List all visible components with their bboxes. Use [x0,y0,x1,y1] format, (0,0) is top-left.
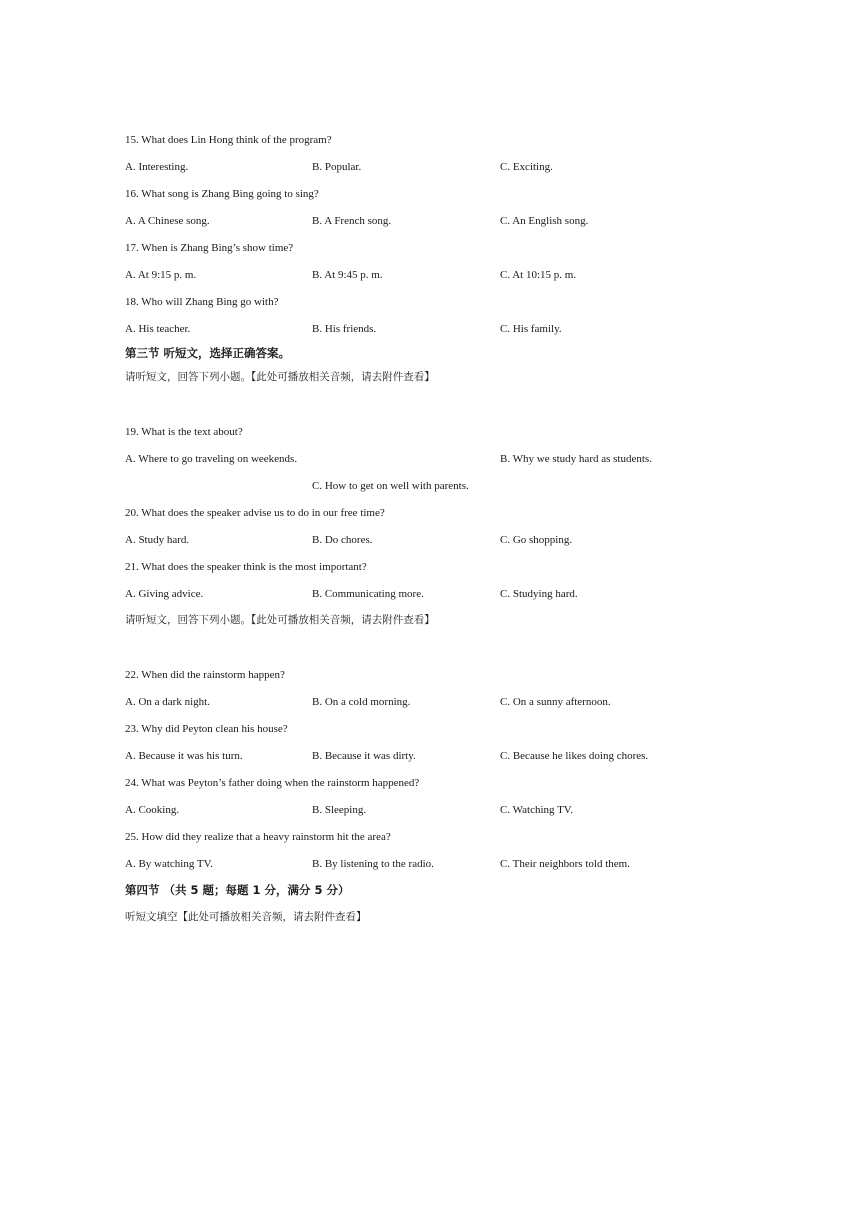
question-25: 25. How did they realize that a heavy rainstorm hit the area? [125,831,391,843]
question-20: 20. What does the speaker advise us to do in our free time? [125,507,385,519]
option-b: B. Do chores. [312,534,373,546]
options-16 [125,214,745,228]
option-a: A. His teacher. [125,323,191,335]
option-a: A. At 9:15 p. m. [125,269,197,281]
option-c: C. Their neighbors told them. [500,858,630,870]
option-a: A. Cooking. [125,804,180,816]
option-a: A. Because it was his turn. [125,750,243,762]
options-24 [125,803,745,817]
question-18: 18. Who will Zhang Bing go with? [125,296,279,308]
question-22: 22. When did the rainstorm happen? [125,669,285,681]
options-22 [125,695,745,709]
option-c: C. Go shopping. [500,534,573,546]
option-b: B. His friends. [312,323,377,335]
option-b: B. Because it was dirty. [312,750,416,762]
options-15 [125,160,745,174]
options-20 [125,533,745,547]
option-b: B. A French song. [312,215,392,227]
audio-note-2: 请听短文，回答下列小题。【此处可播放相关音频，请去附件查看】 [125,614,435,626]
option-a: A. Study hard. [125,534,190,546]
option-b: B. By listening to the radio. [312,858,434,870]
options-19-line2 [125,479,745,493]
option-c: C. Exciting. [500,161,553,173]
section-4-title: 第四节 （共 5 题；每题 1 分，满分 5 分） [125,883,350,897]
option-c: C. Watching TV. [500,804,574,816]
option-c: C. An English song. [500,215,589,227]
question-19: 19. What is the text about? [125,426,243,438]
question-15: 15. What does Lin Hong think of the program? [125,134,332,146]
option-b: B. At 9:45 p. m. [312,269,383,281]
option-a: A. By watching TV. [125,858,213,870]
option-a: A. Where to go traveling on weekends. [125,453,298,465]
option-a: A. Interesting. [125,161,189,173]
option-c: C. Studying hard. [500,588,578,600]
option-b: B. Why we study hard as students. [500,453,652,465]
option-c: C. How to get on well with parents. [312,480,469,492]
question-16: 16. What song is Zhang Bing going to sing? [125,188,319,200]
question-17: 17. When is Zhang Bing’s show time? [125,242,294,254]
option-b: B. Popular. [312,161,362,173]
options-18 [125,322,745,336]
options-25 [125,857,745,871]
options-19 [125,452,745,466]
audio-note-3: 听短文填空【此处可播放相关音频，请去附件查看】 [125,911,367,923]
option-b: B. On a cold morning. [312,696,411,708]
option-a: A. A Chinese song. [125,215,210,227]
option-c: C. His family. [500,323,562,335]
option-b: B. Communicating more. [312,588,424,600]
question-21: 21. What does the speaker think is the most important? [125,561,367,573]
option-c: C. Because he likes doing chores. [500,750,649,762]
question-24: 24. What was Peyton’s father doing when the rainstorm happened? [125,777,420,789]
audio-note-1: 请听短文，回答下列小题。【此处可播放相关音频，请去附件查看】 [125,371,435,383]
option-a: A. Giving advice. [125,588,204,600]
question-23: 23. Why did Peyton clean his house? [125,723,288,735]
option-c: C. On a sunny afternoon. [500,696,611,708]
option-b: B. Sleeping. [312,804,367,816]
options-21 [125,587,745,601]
option-c: C. At 10:15 p. m. [500,269,577,281]
option-a: A. On a dark night. [125,696,210,708]
section-3-title: 第三节 听短文，选择正确答案。 [125,346,291,360]
options-23 [125,749,745,763]
options-17 [125,268,745,282]
